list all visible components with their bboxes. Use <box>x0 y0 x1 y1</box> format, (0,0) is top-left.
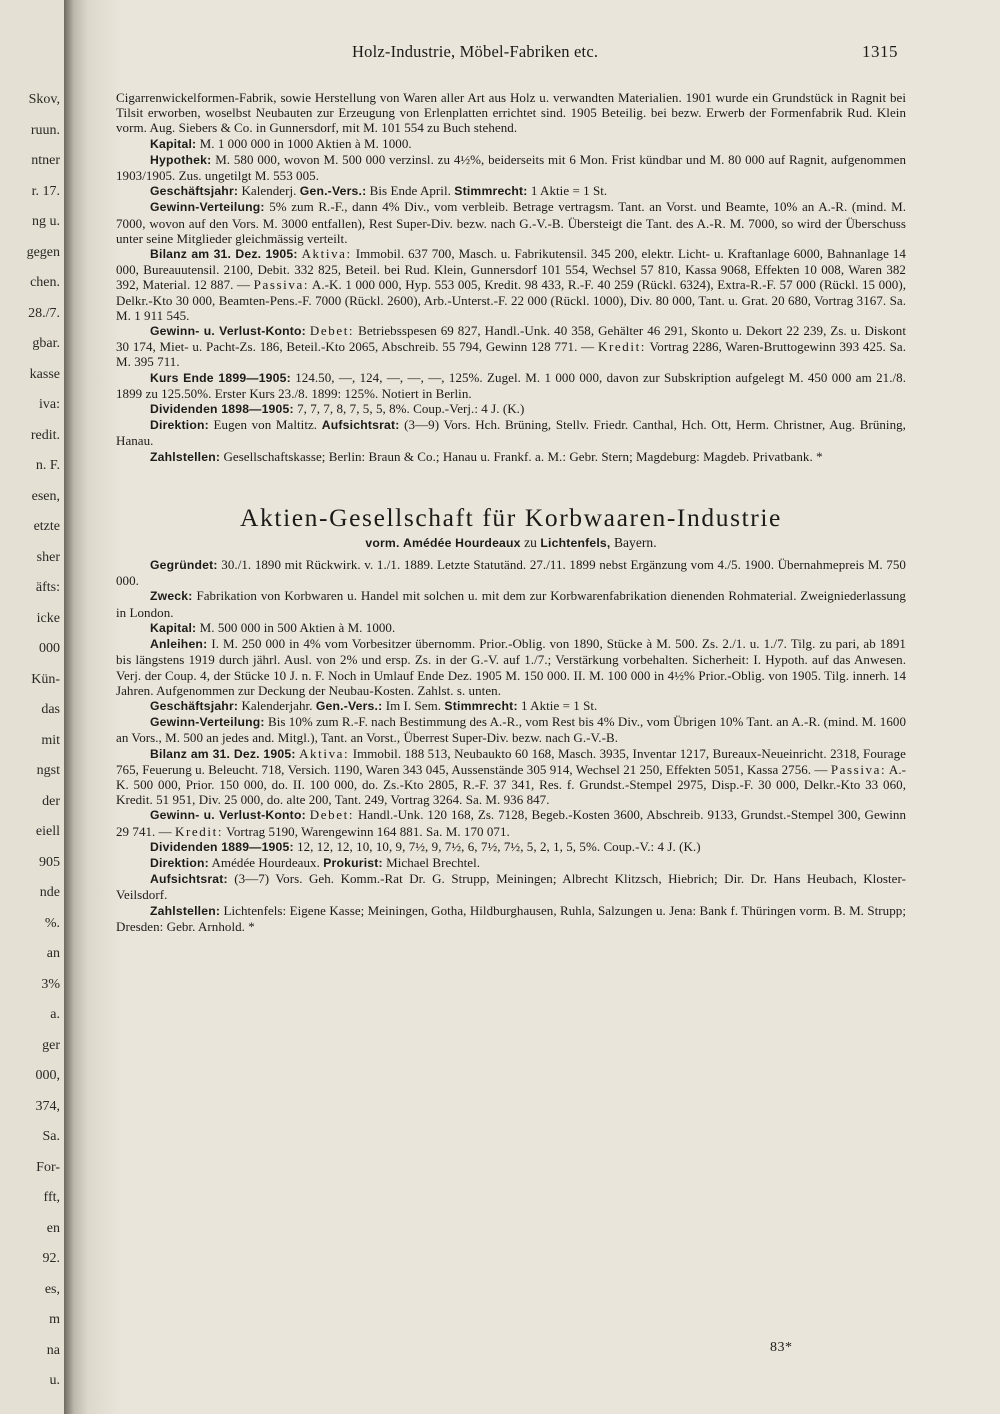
aufsichtsrat-label: Aufsichtsrat: <box>150 872 228 887</box>
gutter-fragment: eiell <box>35 824 60 839</box>
gewinn-verteilung-paragraph <box>116 199 906 246</box>
gegruendet-text: 30./1. 1890 mit Rückwirk. v. 1./1. 1889. Letzte Statutänd. 27./11. 1899 nebst Ergänzung vom 4./5. 1900. Übernahmepreis M. 750 000. <box>116 557 906 589</box>
zweck-text: Fabrikation von Korbwaren u. Handel mit solchen u. mit dem zur Korbwarenfabrikation dienenden Rohmaterial. Zweigniederlassung in London. <box>116 588 906 620</box>
gutter-fragment: nde <box>39 885 60 900</box>
geschaeftsjahr-text: Kalenderj. <box>241 183 297 199</box>
kapital-label: Kapital: <box>150 136 197 151</box>
gegruendet-label: Gegründet: <box>150 558 218 573</box>
bilanz-aktiva-text: Immobil. 188 513, Neubaukto 60 168, Masch. 3935, Inventar 1217, Bureaux-Neueinricht. 2318, Fourage 765, Feuerung u. Beleucht. 718, Versich. 1190, Waren 343 045, Aussenstände 305 914, Wechsel 21 250, Effekten 5051, Kassa 2756. — <box>116 745 906 777</box>
kapital-text: M. 1 000 000 in 1000 Aktien à M. 1000. <box>199 135 412 151</box>
kapital-paragraph <box>116 136 906 152</box>
gewinn-verlust-paragraph <box>116 807 906 838</box>
dividenden-label: Dividenden 1889—1905: <box>150 839 294 854</box>
gutter-fragment: etzte <box>33 519 60 534</box>
stimmrecht-label: Stimmrecht: <box>444 698 518 713</box>
gutter-fragment: For- <box>36 1159 60 1175</box>
bilanz-paragraph <box>116 246 906 323</box>
gutter-fragment: a. <box>50 1007 60 1022</box>
gutter-fragment: 905 <box>39 854 60 870</box>
gutter-fragment: mit <box>41 732 60 748</box>
kurs-text: 124.50, —, 124, —, —, —, 125%. Zugel. M. 1 000 000, davon zur Subskription aufgelegt M. 450 000 am 21./8. 1899 zu 125.50%. Erster Kurs 23./8. 1899: 125%. Notiert in Berlin. <box>116 369 907 401</box>
gutter-fragment: esen, <box>31 488 60 504</box>
gutter-fragment: das <box>41 702 60 717</box>
gutter-fragment: äfts: <box>35 580 60 595</box>
gewinn-verlust-label: Gewinn- u. Verlust-Konto: <box>150 324 306 339</box>
gewinn-verteilung-text: Bis 10% zum R.-F. nach Bestimmung des A.-R., vom Rest bis 4% Div., vom Übrigen 10% Tant. an A.-R. (mind. M. 1600 an Vors., M. 500 an jedes and. Mitgl.), Tant. an Vorst., Überrest Super-Div. bezw. nach G.-V.-B. <box>116 714 906 746</box>
gutter-fragment: ntner <box>31 153 60 168</box>
gutter-fragment: 28./7. <box>28 305 60 321</box>
zweck-paragraph <box>116 588 906 619</box>
debet-text: Betriebsspesen 69 827, Handl.-Unk. 40 358, Gehälter 46 291, Skonto u. Dekort 22 239, Zs. u. Diskont 30 174, Miet- u. Pacht-Zs. 186, Beteil.-Kto 2065, Abschreib. 55 794, Gewinn 128 771. — <box>116 323 906 355</box>
hypothek-paragraph <box>116 152 906 183</box>
entry-intro: Cigarrenwickelformen-Fabrik, sowie Herstellung von Waren aller Art aus Holz u. verwandten Materialien. 1901 wurde ein Grundstück in Ragnit bei Tilsit erworben, woselbst Neubauten zur Erzeugung von Erlenplatten errichtet sind. 1905 Beteilig. bei bezw. Erwerb der Formenfabrik Rud. Klein vorm. Aug. Siebers & Co. in Gunnersdorf, mit M. 101 554 zu Buch stehend. <box>116 90 906 136</box>
dividenden-text: 12, 12, 12, 10, 10, 9, 7½, 9, 7½, 6, 7½, 7½, 5, 2, 1, 5, 5%. Coup.-V.: 4 J. (K.) <box>297 838 701 854</box>
dividenden-label: Dividenden 1898—1905: <box>150 402 294 417</box>
anleihen-paragraph <box>116 636 906 698</box>
gewinn-verteilung-label: Gewinn-Verteilung: <box>150 200 265 215</box>
kapital-text: M. 500 000 in 500 Aktien à M. 1000. <box>199 619 396 635</box>
company-entry-2 <box>116 557 906 934</box>
gutter-fragment: en <box>46 1220 60 1236</box>
dividenden-paragraph <box>116 839 906 855</box>
aufsichtsrat-label: Aufsichtsrat: <box>321 418 400 433</box>
gutter-fragment: iva: <box>39 397 60 412</box>
gutter-fragment: Skov, <box>28 92 60 107</box>
aktiva-word: Aktiva: <box>301 246 352 262</box>
gewinn-verlust-label: Gewinn- u. Verlust-Konto: <box>150 808 306 823</box>
zahlstellen-paragraph <box>116 903 906 934</box>
gutter-fragment: icke <box>36 610 60 626</box>
gutter-fragment: sher <box>36 549 60 565</box>
gen-vers-text: Im I. Sem. <box>385 697 442 713</box>
direktion-text: Eugen von Maltitz. <box>213 417 318 433</box>
zahlstellen-paragraph <box>116 449 906 465</box>
debet-word: Debet: <box>309 323 355 339</box>
aufsichtsrat-text: (3—9) Vors. Hch. Brüning, Stellv. Friedr. Canthal, Hch. Ott, Herm. Christner, Aug. Brüning, Hanau. <box>116 417 906 449</box>
running-header: Holz-Industrie, Möbel-Fabriken etc. <box>352 42 599 61</box>
geschaeftsjahr-text: Kalenderjahr. <box>241 697 313 713</box>
company-subheading <box>116 535 906 551</box>
stimmrecht-label: Stimmrecht: <box>454 184 528 199</box>
prokurist-text: Michael Brechtel. <box>386 854 481 870</box>
gutter-fragment: 3% <box>41 976 60 992</box>
sheet-signature: 83* <box>770 1340 793 1355</box>
gutter-fragment: m <box>49 1312 60 1327</box>
subheading-vorm: vorm. <box>365 535 400 550</box>
kredit-word: Kredit: <box>597 339 647 355</box>
book-fold-shadow <box>64 0 122 1414</box>
anleihen-text: I. M. 250 000 in 4% vom Vorbesitzer übernomm. Prior.-Oblig. von 1890, Stücke à M. 500. Zs. 2./1. u. 1./7. Tilg. zu pari, ab 1891 bis längstens 1919 durch jährl. Ausl. von 2% und ersp. Zs. in der G.-V. auf 1./7.; Verstärkung vorbehalten. Sicherheit: I. Hypoth. auf das Anwesen. Verj. der Coup. 4, der Stücke 10 J. n. F. Noch in Umlauf Ende Dez. 1905 M. 150 000. II. M. 100 000 in 4½% Prior.-Oblig. von 1905. Tilg. innerh. 14 Jahren. Aufgenommen zur Deckung der Neubau-Kosten. Zahlst. s. unten. <box>116 636 906 698</box>
geschaeftsjahr-label: Geschäftsjahr: <box>150 184 239 199</box>
geschaeftsjahr-label: Geschäftsjahr: <box>150 698 239 713</box>
dividenden-paragraph <box>116 401 906 417</box>
gutter-fragment: 92. <box>42 1251 60 1266</box>
gutter-fragment: 374, <box>35 1098 60 1114</box>
passiva-word: Passiva: <box>253 277 310 293</box>
gewinn-verteilung-label: Gewinn-Verteilung: <box>150 715 265 730</box>
zweck-label: Zweck: <box>150 589 193 604</box>
gewinn-verlust-paragraph <box>116 323 906 370</box>
gutter-fragment: %. <box>44 915 60 931</box>
gutter-fragment: 000 <box>39 641 60 656</box>
zahlstellen-text: Lichtenfels: Eigene Kasse; Meiningen, Gotha, Hildburghausen, Ruhla, Salzungen u. Jena: Bank f. Thüringen vorm. B. M. Strupp; Dresden: Gebr. Arnhold. * <box>116 902 906 934</box>
kapital-paragraph <box>116 620 906 636</box>
subheading-place: Lichtenfels, <box>540 535 611 550</box>
bilanz-passiva-text: A.-K. 500 000, Prior. 150 000, do. II. 100 000, do. Zs.-Kto 2805, R.-F. 37 341, Res. f. Grundst.-Stempel 2975, Disp.-F. 30 000, Delkr.-Kto 33 060, Kredit. 51 951, Div. 25 000, do. alte 200, Tant. 249, Vortrag 3264. Sa. M. 936 847. <box>116 761 906 808</box>
gutter-fragment: ruun. <box>30 122 60 138</box>
bilanz-passiva-text: A.-K. 1 000 000, Hyp. 553 005, Kredit. 98 433, R.-F. 40 259 (Rückl. 6324), Extra-R.-F. 57 000 (Rückl. 15 000), Delkr.-Kto 30 000, Beamten-Pens.-F. 7000 (Rückl. 2600), Arb.-Unterst.-F. 22 000 (Rückl. 1000), Div. 80 000, Tant. u. Grat. 20 680, Vortrag 3167. Sa. M. 1 911 545. <box>116 277 907 323</box>
passiva-word: Passiva: <box>830 761 887 777</box>
gutter-fragment: gegen <box>26 244 60 260</box>
gutter-fragment: ngst <box>36 763 60 778</box>
kredit-word: Kredit: <box>175 823 224 839</box>
gewinn-verteilung-text: 5% zum R.-F., dann 4% Div., vom verbleib. Betrage vertragsm. Tant. an Vorst. und Beamte, 10% an A.-R. (mind. M. 7000, wovon auf den Vors. M. 3000 entfallen), Rest Super-Div. bezw. nach G.-V.-B. Übersteigt die Tant. des A.-R. M. 7000, so wird der Überschuss unter seine Mitglieder gleichmässig verteilt. <box>116 199 906 246</box>
subheading-name: Amédée Hourdeaux <box>402 535 521 550</box>
subheading-region: Bayern. <box>613 534 657 550</box>
gutter-fragment: Sa. <box>42 1129 60 1144</box>
gutter-fragment: n. F. <box>35 458 60 473</box>
direktion-paragraph <box>116 855 906 871</box>
bilanz-label: Bilanz am 31. Dez. 1905: <box>150 746 296 761</box>
direktion-paragraph <box>116 417 906 448</box>
gutter-fragment: chen. <box>30 275 60 290</box>
page-number: 1315 <box>862 42 898 61</box>
bilanz-aktiva-text: Immobil. 637 700, Masch. u. Fabrikutensil. 345 200, elektr. Licht- u. Kraftanlage 6000, Bahnanlage 14 000, Bureauutensil. 2100, Debit. 332 825, Beteil. bei Rud. Klein, Gunnersdorf 101 554, Wechsel 57 810, Kassa 9068, Effekten 10 008, Waren 382 392, Material. 12 887. — <box>116 246 906 293</box>
anleihen-label: Anleihen: <box>150 637 208 652</box>
gutter-fragment: an <box>46 946 60 961</box>
gutter-fragment: u. <box>49 1373 60 1388</box>
gen-vers-label: Gen.-Vers.: <box>315 698 383 713</box>
zahlstellen-text: Gesellschaftskasse; Berlin: Braun & Co.; Hanau u. Frankf. a. M.: Gebr. Stern; Magdeburg: Magdeb. Privatbank. * <box>223 448 823 464</box>
gutter-fragment: r. 17. <box>31 183 60 199</box>
gutter-fragment: der <box>42 793 60 809</box>
gutter-fragment: gbar. <box>32 336 60 351</box>
gen-vers-text: Bis Ende April. <box>369 183 451 199</box>
gutter-fragment: 000, <box>35 1068 60 1083</box>
gutter-fragment: es, <box>44 1281 60 1297</box>
gutter-fragment: redit. <box>30 427 60 443</box>
bilanz-label: Bilanz am 31. Dez. 1905: <box>150 247 298 262</box>
bilanz-paragraph <box>116 746 906 808</box>
gutter-fragment: Kün- <box>31 671 60 687</box>
kredit-text: Vortrag 5190, Warengewinn 164 881. Sa. M. 170 071. <box>226 823 510 839</box>
hypothek-label: Hypothek: <box>150 152 212 167</box>
debet-text: Handl.-Unk. 120 168, Zs. 7128, Begeb.-Kosten 3600, Abschreib. 9133, Grundst.-Stempel 300, Gewinn 29 741. — <box>116 807 906 839</box>
direktion-text: Amédée Hourdeaux. <box>211 854 320 870</box>
aufsichtsrat-text: (3—7) Vors. Geh. Komm.-Rat Dr. G. Strupp, Meiningen; Albrecht Klitzsch, Hiebrich; Dir. Dr. Hans Heubach, Kloster-Veilsdorf. <box>116 871 906 903</box>
gutter-fragment: ng u. <box>32 214 60 229</box>
stimmrecht-text: 1 Aktie = 1 St. <box>521 697 598 713</box>
kredit-text: Vortrag 2286, Waren-Bruttogewinn 393 425. Sa. M. 395 711. <box>116 339 906 370</box>
kapital-label: Kapital: <box>150 620 197 635</box>
prokurist-label: Prokurist: <box>323 855 383 870</box>
geschaeftsjahr-paragraph <box>116 698 906 714</box>
kurs-paragraph <box>116 370 906 401</box>
debet-word: Debet: <box>309 807 355 823</box>
gutter-fragment: fft, <box>43 1190 60 1205</box>
zahlstellen-label: Zahlstellen: <box>150 449 221 464</box>
gegruendet-paragraph <box>116 557 906 588</box>
direktion-label: Direktion: <box>150 855 209 870</box>
zahlstellen-label: Zahlstellen: <box>150 903 221 918</box>
previous-page-gutter <box>0 0 64 1414</box>
aktiva-word: Aktiva: <box>299 745 350 761</box>
gutter-fragment: na <box>46 1342 60 1358</box>
stimmrecht-text: 1 Aktie = 1 St. <box>530 183 608 199</box>
kurs-label: Kurs Ende 1899—1905: <box>150 370 291 385</box>
gewinn-verteilung-paragraph <box>116 714 906 745</box>
geschaeftsjahr-paragraph <box>116 183 906 199</box>
hypothek-text: M. 580 000, wovon M. 500 000 verzinsl. zu 4½%, beiderseits mit 6 Mon. Frist kündbar und M. 80 000 auf Ragnit, aufgenommen 1903/1905. Zus. ungetilgt M. 553 005. <box>116 151 906 184</box>
gen-vers-label: Gen.-Vers.: <box>299 184 367 199</box>
page-body <box>116 90 906 934</box>
gutter-fragment: kasse <box>29 366 60 382</box>
company-heading: Aktien-Gesellschaft für Korbwaaren-Industrie <box>240 502 782 532</box>
subheading-zu: zu <box>524 534 537 550</box>
company-entry-1 <box>116 90 906 465</box>
direktion-label: Direktion: <box>150 418 209 433</box>
dividenden-text: 7, 7, 7, 8, 7, 5, 5, 8%. Coup.-Verj.: 4 J. (K.) <box>297 401 525 417</box>
gutter-fragment: ger <box>42 1037 60 1053</box>
aufsichtsrat-paragraph <box>116 871 906 902</box>
